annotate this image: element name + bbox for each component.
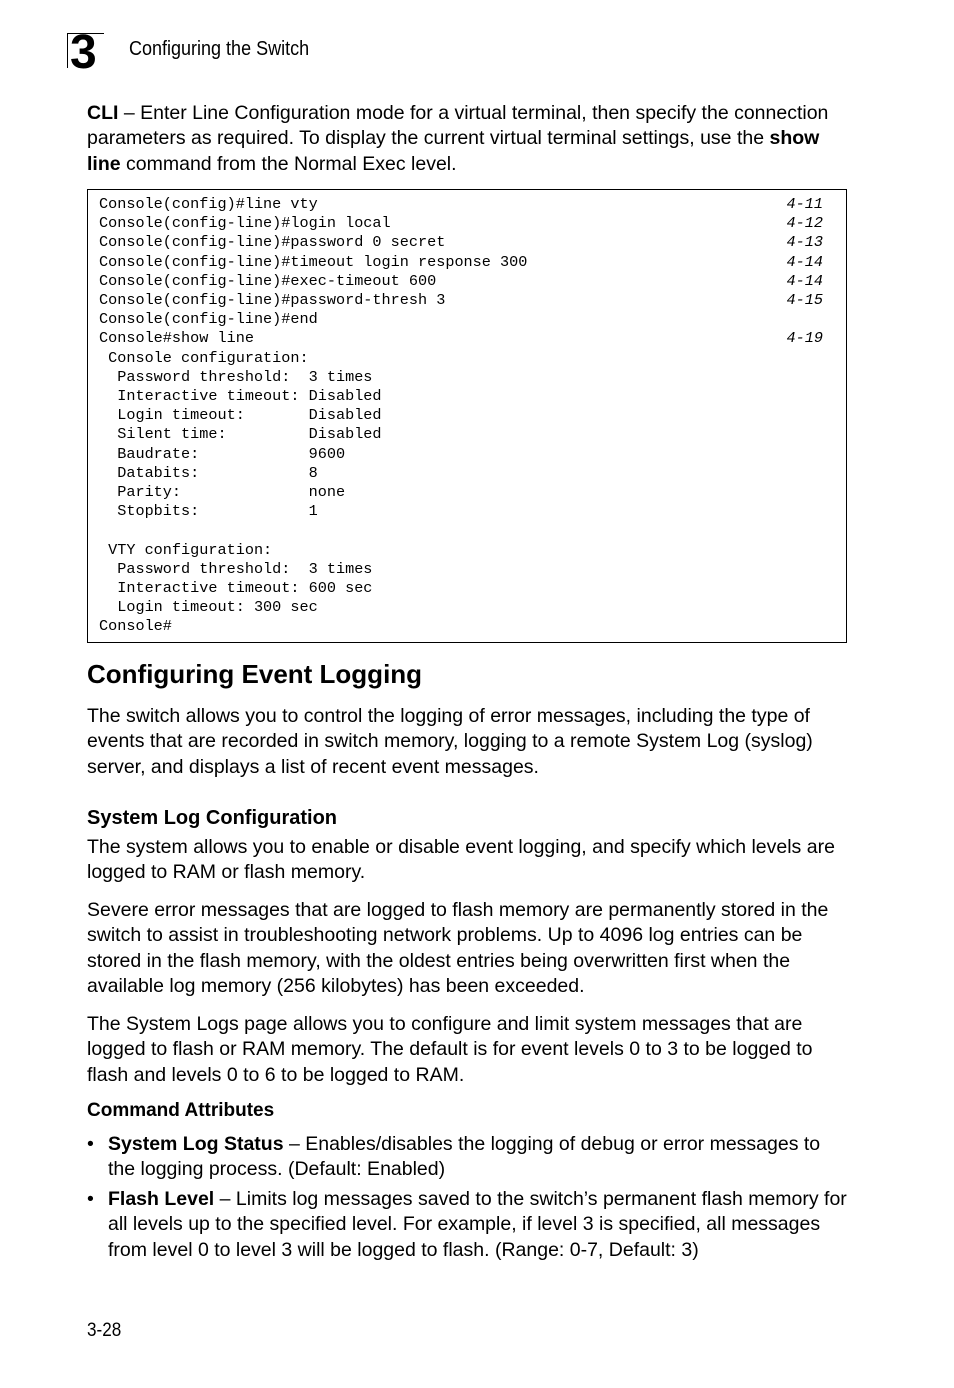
code-line [99, 541, 823, 560]
code-command: Login timeout: Disabled [99, 406, 382, 425]
cli-code-block [87, 189, 847, 643]
attribute-description: – Limits log messages saved to the switch’s permanent flash memory for all levels up to the specified level. For example, if level 3 is specified, all messages from level 0 to level 3 will be logged to flash. (Range: 0-7, Default: 3) [108, 1188, 847, 1261]
code-command: Console(config)#line vty [99, 195, 318, 213]
code-command: Console# [99, 617, 172, 636]
code-command: Console#show line [99, 329, 254, 348]
code-line [99, 483, 823, 502]
code-line [99, 579, 823, 598]
code-command: Baudrate: 9600 [99, 444, 346, 463]
subsection-heading: System Log Configuration [87, 807, 337, 829]
attribute-term: System Log Status [108, 1133, 284, 1155]
attribute-text [108, 1132, 852, 1183]
code-line [99, 425, 823, 444]
code-line [99, 521, 823, 540]
code-command: Console(config-line)#password-thresh 3 [99, 291, 446, 309]
cli-label: CLI [87, 102, 119, 124]
code-reference: 4-19 [786, 329, 823, 348]
code-line [99, 502, 823, 521]
code-command: Password threshold: 3 times [99, 367, 373, 386]
cli-intro-text-2: command from the Normal Exec level. [120, 152, 457, 175]
code-command: Interactive timeout: Disabled [99, 387, 382, 405]
code-line [99, 387, 823, 406]
code-command: Console(config-line)#exec-timeout 600 [99, 271, 437, 290]
code-command: VTY configuration: [99, 540, 273, 559]
subsection-paragraph-2: Severe error messages that are logged to flash memory are permanently stored in the switch to assist in troubleshooting network problems. Up to 4096 log entries can be stored in the flash memory, with the oldest entries being overwritten first when the available log memory (256 kilobytes) has been exceeded. [87, 899, 829, 998]
attribute-text [108, 1187, 852, 1263]
cli-command: show line [87, 127, 820, 175]
code-line [99, 253, 823, 272]
code-command: Console(config-line)#password 0 secret [99, 233, 446, 252]
code-line [99, 560, 823, 579]
code-line [99, 291, 823, 310]
code-reference: 4-12 [786, 214, 823, 233]
cli-intro-text-1: – Enter Line Configuration mode for a virtual terminal, then specify the connection parameters as required. To display the current virtual terminal settings, use the [87, 102, 829, 150]
code-line [99, 310, 823, 329]
chapter-title: Configuring the Switch [129, 38, 310, 60]
attribute-description: – Enables/disables the logging of debug or error messages to the logging process. (Default: Enabled) [108, 1133, 821, 1181]
code-line [99, 349, 823, 368]
code-command: Interactive timeout: 600 sec [99, 579, 373, 597]
code-command: Console configuration: [99, 348, 309, 367]
code-command: Console(config-line)#login local [99, 214, 391, 233]
code-line [99, 272, 823, 291]
chapter-number: 3 [70, 26, 96, 79]
code-line [99, 598, 823, 617]
code-line [99, 464, 823, 483]
bullet-marker: • [87, 1133, 94, 1155]
code-line [99, 445, 823, 464]
code-command: Password threshold: 3 times [99, 559, 373, 578]
code-reference: 4-14 [786, 252, 823, 271]
code-line [99, 406, 823, 425]
code-line [99, 329, 823, 348]
code-command: Silent time: Disabled [99, 425, 382, 444]
code-line [99, 214, 823, 233]
attribute-term: Flash Level [108, 1188, 215, 1210]
code-command: Databits: 8 [99, 463, 318, 482]
code-line [99, 617, 823, 636]
subsection-paragraph-3: The System Logs page allows you to configure and limit system messages that are logged to flash or RAM memory. The default is for event levels 0 to 3 to be logged to flash and levels 0 to 6 to be logged to RAM. [87, 1013, 813, 1086]
code-line [99, 368, 823, 387]
code-line [99, 233, 823, 252]
code-command: Parity: none [99, 483, 346, 501]
code-command: Stopbits: 1 [99, 502, 318, 521]
bullet-marker: • [87, 1188, 94, 1210]
section-intro-paragraph: The switch allows you to control the logging of error messages, including the type of events that are recorded in switch memory, logging to a remote System Log (syslog) server, and displays a list of recent event messages. [87, 705, 813, 778]
code-line [99, 195, 823, 214]
attributes-heading: Command Attributes [87, 1100, 275, 1121]
page-number: 3-28 [87, 1320, 122, 1341]
code-reference: 4-14 [786, 271, 823, 290]
code-reference: 4-11 [786, 195, 823, 213]
section-heading: Configuring Event Logging [87, 659, 423, 689]
cli-intro-paragraph [87, 101, 852, 177]
code-command: Console(config-line)#end [99, 310, 318, 329]
subsection-paragraph-1: The system allows you to enable or disable event logging, and specify which levels are logged to RAM or flash memory. [87, 836, 835, 884]
code-command: Console(config-line)#timeout login response 300 [99, 252, 528, 271]
code-reference: 4-15 [786, 291, 823, 309]
code-command: Login timeout: 300 sec [99, 598, 318, 617]
code-reference: 4-13 [786, 233, 823, 252]
